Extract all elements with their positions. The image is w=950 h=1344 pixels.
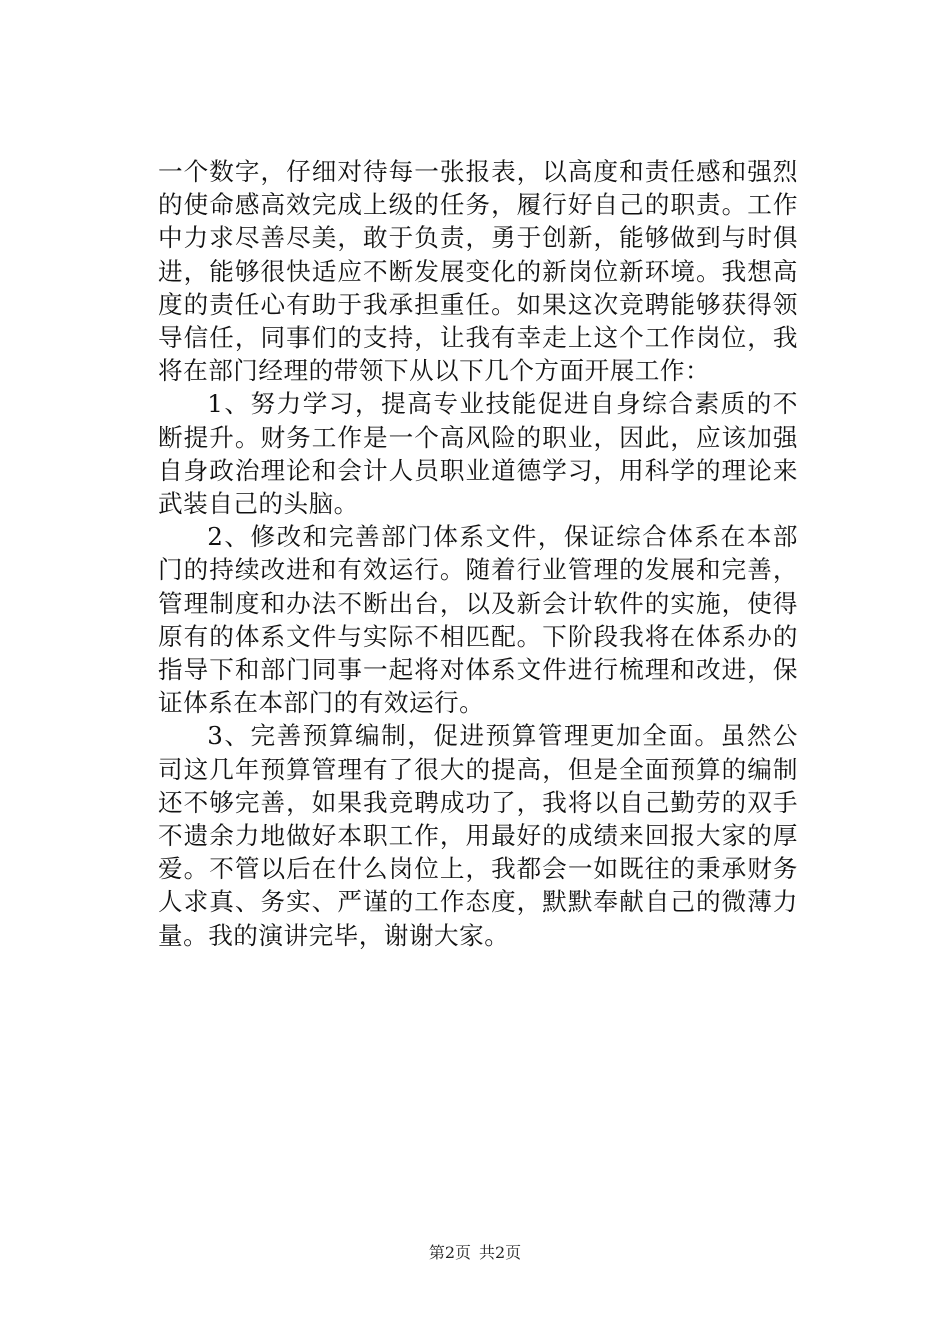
page-footer (0, 1242, 950, 1264)
page-number: 第2页 (428, 1243, 471, 1262)
paragraph-intro: 一个数字，仔细对待每一张报表，以高度和责任感和强烈的使命感高效完成上级的任务，履行好自己的职责。工作中力求尽善尽美，敢于负责，勇于创新，能够做到与时俱进，能够很快适应不断发展变化的新岗位新环境。我想高度的责任心有助于我承担重任。如果这次竞聘能够获得领导信任，同事们的支持，让我有幸走上这个工作岗位，我将在部门经理的带领下从以下几个方面开展工作： (158, 157, 798, 386)
paragraph-point-3: 3、完善预算编制，促进预算管理更加全面。虽然公司这几年预算管理有了很大的提高，但是全面预算的编制还不够完善，如果我竞聘成功了，我将以自己勤劳的双手不遗余力地做好本职工作，用最好的成绩来回报大家的厚爱。不管以后在什么岗位上，我都会一如既往的秉承财务人求真、务实、严谨的工作态度，默默奉献自己的微薄力量。我的演讲完毕，谢谢大家。 (158, 721, 798, 950)
paragraph-point-1: 1、努力学习，提高专业技能促进自身综合素质的不断提升。财务工作是一个高风险的职业，因此，应该加强自身政治理论和会计人员职业道德学习，用科学的理论来武装自己的头脑。 (158, 389, 798, 519)
page-total: 共2页 (479, 1243, 522, 1262)
paragraph-point-2: 2、修改和完善部门体系文件，保证综合体系在本部门的持续改进和有效运行。随着行业管理的发展和完善，管理制度和办法不断出台，以及新会计软件的实施，使得原有的体系文件与实际不相匹配。下阶段我将在体系办的指导下和部门同事一起将对体系文件进行梳理和改进，保证体系在本部门的有效运行。 (158, 522, 798, 718)
document-body (158, 155, 798, 952)
